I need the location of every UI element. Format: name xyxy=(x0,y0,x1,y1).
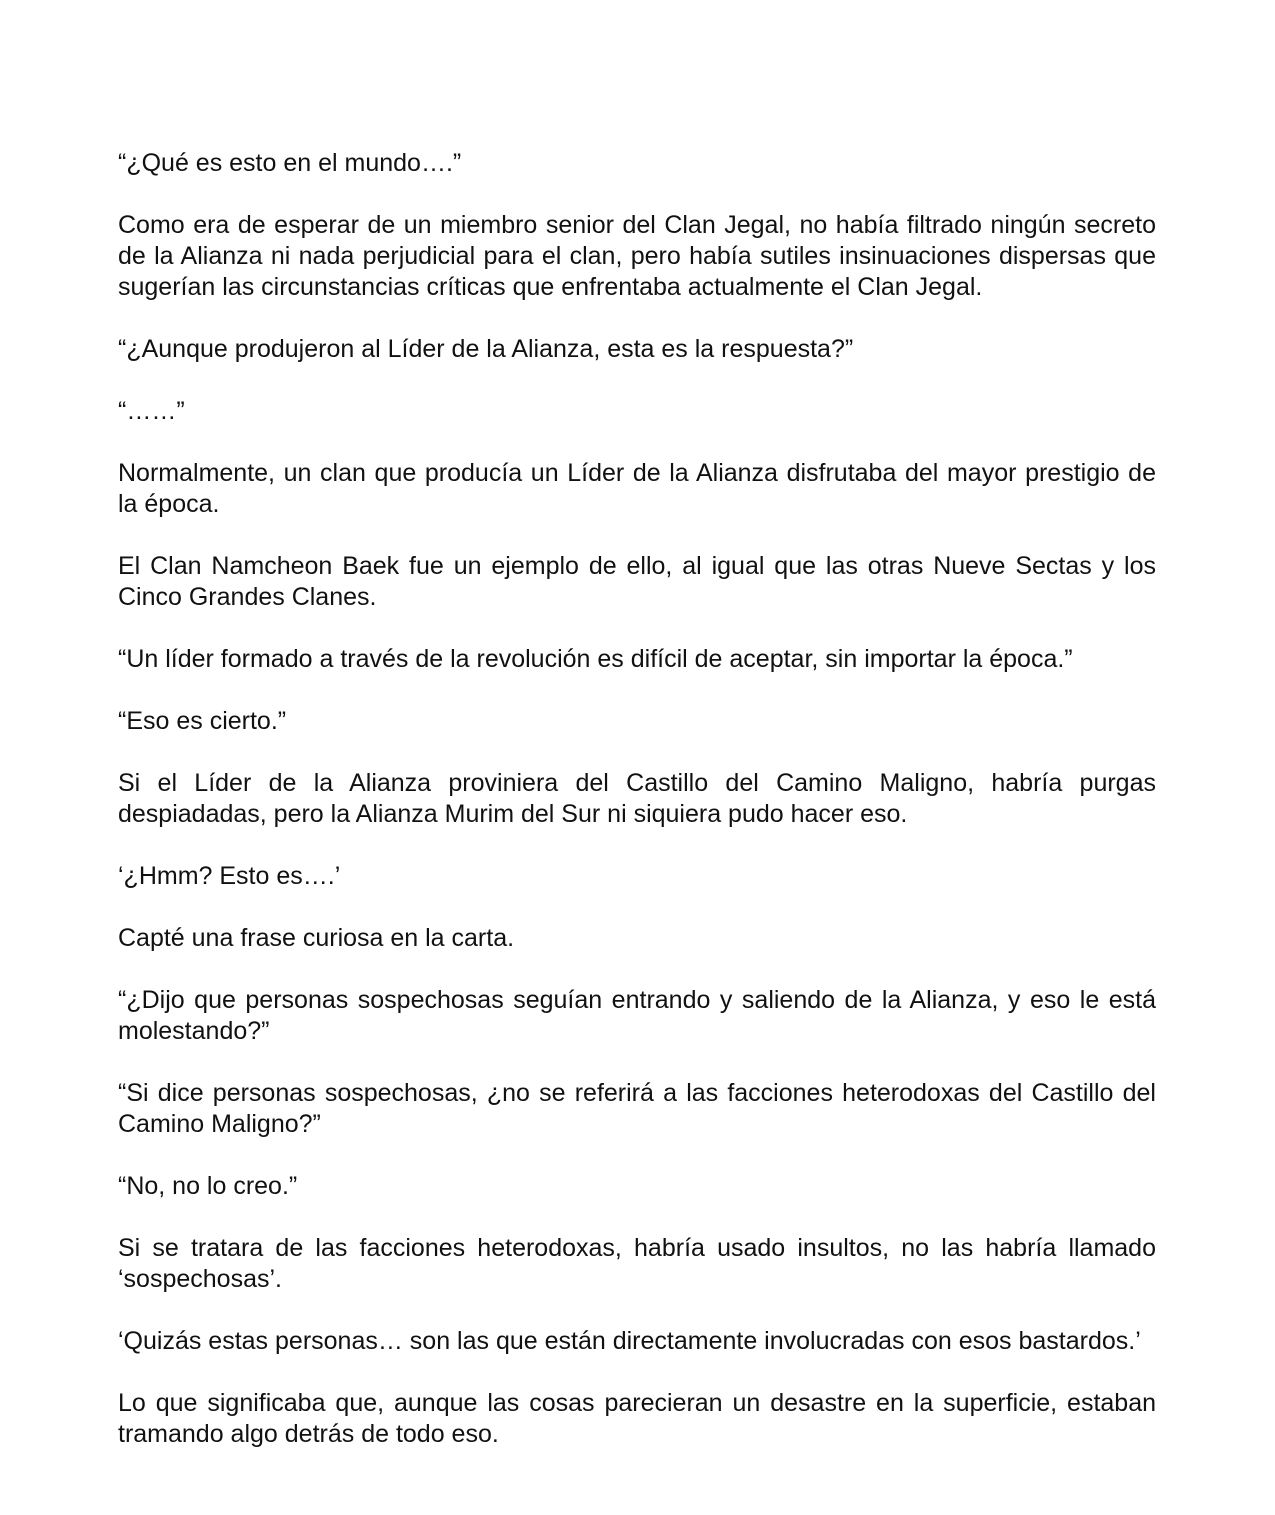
paragraph-10: ‘¿Hmm? Esto es….’ xyxy=(118,862,341,890)
paragraph-17: Lo que significaba que, aunque las cosas parecieran un desastre en la superficie, estaban tramando algo detrás de todo eso. xyxy=(118,1389,1156,1448)
document-page xyxy=(118,148,1156,1450)
paragraph-9: Si el Líder de la Alianza proviniera del Castillo del Camino Maligno, habría purgas despiadadas, pero la Alianza Murim del Sur ni siquiera pudo hacer eso. xyxy=(118,769,1156,828)
paragraph-3: “¿Aunque produjeron al Líder de la Alianza, esta es la respuesta?” xyxy=(118,335,854,363)
paragraph-14: “No, no lo creo.” xyxy=(118,1172,298,1200)
paragraph-8: “Eso es cierto.” xyxy=(118,707,287,735)
paragraph-13: “Si dice personas sospechosas, ¿no se referirá a las facciones heterodoxas del Castillo del Camino Maligno?” xyxy=(118,1079,1156,1138)
paragraph-4: “……” xyxy=(118,397,185,425)
paragraph-7: “Un líder formado a través de la revolución es difícil de aceptar, sin importar la época.” xyxy=(118,645,1073,673)
paragraph-12: “¿Dijo que personas sospechosas seguían entrando y saliendo de la Alianza, y eso le está molestando?” xyxy=(118,986,1156,1045)
paragraph-11: Capté una frase curiosa en la carta. xyxy=(118,924,515,952)
paragraph-16: ‘Quizás estas personas… son las que están directamente involucradas con esos bastardos.’ xyxy=(118,1327,1141,1355)
paragraph-5: Normalmente, un clan que producía un Líder de la Alianza disfrutaba del mayor prestigio de la época. xyxy=(118,459,1156,518)
paragraph-1: “¿Qué es esto en el mundo….” xyxy=(118,149,462,177)
paragraph-6: El Clan Namcheon Baek fue un ejemplo de ello, al igual que las otras Nueve Sectas y los Cinco Grandes Clanes. xyxy=(118,552,1156,611)
paragraph-15: Si se tratara de las facciones heterodoxas, habría usado insultos, no las habría llamado ‘sospechosas’. xyxy=(118,1234,1156,1293)
paragraph-2: Como era de esperar de un miembro senior del Clan Jegal, no había filtrado ningún secreto de la Alianza ni nada perjudicial para el clan, pero había sutiles insinuaciones dispersas que sugerían las circunstancias críticas que enfrentaba actualmente el Clan Jegal. xyxy=(118,211,1156,301)
